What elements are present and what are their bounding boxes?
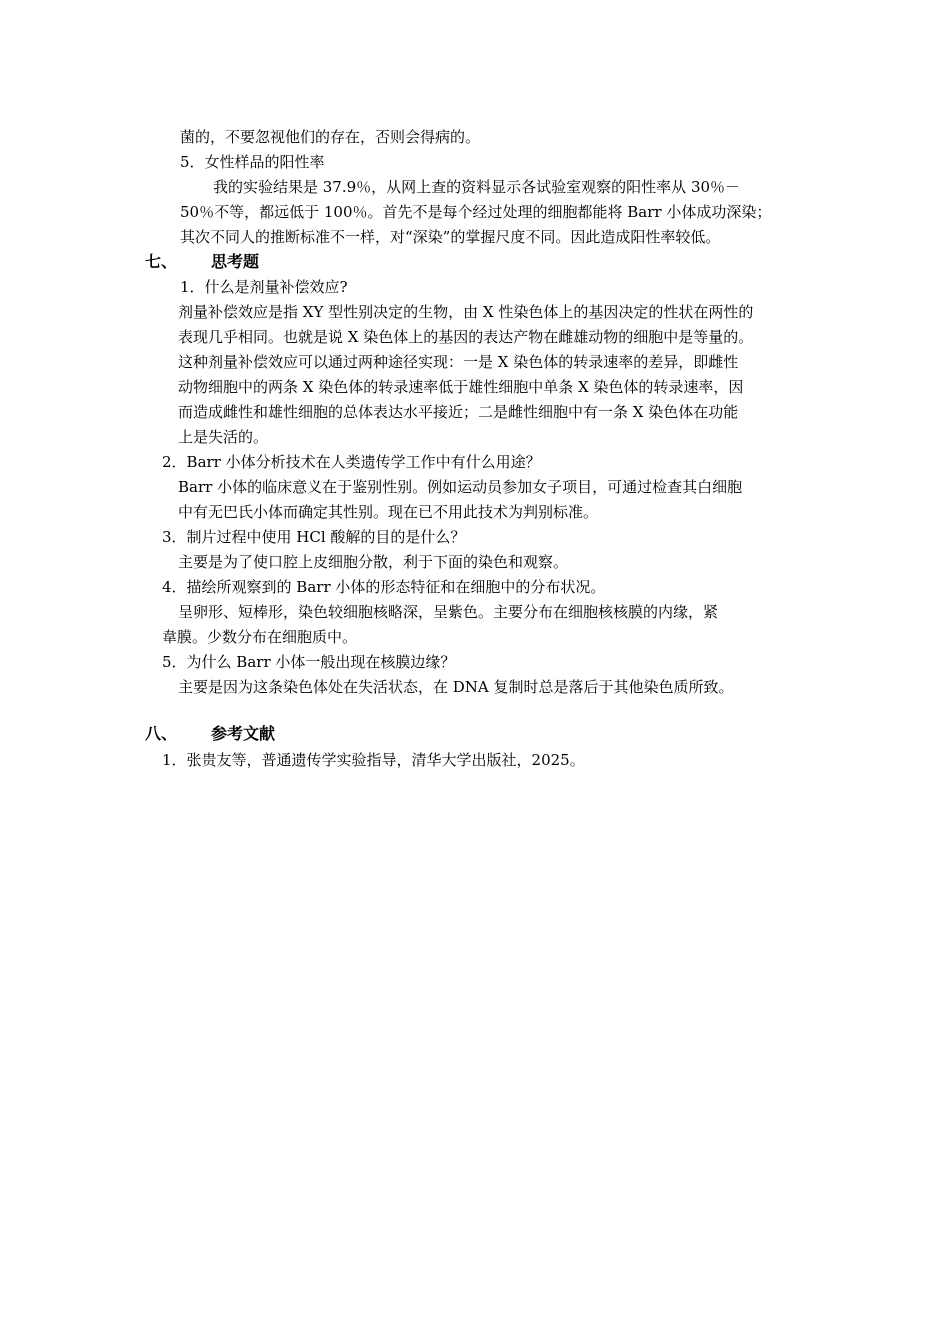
answer-line: 而造成雌性和雄性细胞的总体表达水平接近；二是雌性细胞中有一条 X 染色体在功能: [178, 403, 739, 421]
subsection-heading: 5．女性样品的阳性率: [180, 153, 325, 171]
section-number: 七、: [145, 252, 178, 271]
answer-line: 主要是为了使口腔上皮细胞分散，利于下面的染色和观察。: [178, 553, 569, 571]
section-heading-references: [145, 724, 275, 744]
question-2: 2．Barr 小体分析技术在人类遗传学工作中有什么用途？: [162, 453, 541, 471]
question-3: 3．制片过程中使用 HCl 酸解的目的是什么？: [162, 528, 466, 546]
section-number: 八、: [145, 724, 178, 743]
section-title: 参考文献: [211, 724, 276, 743]
answer-line: Barr 小体的临床意义在于鉴别性别。例如运动员参加女子项目，可通过检查其白细胞: [178, 478, 743, 496]
answer-line: 上是失活的。: [178, 428, 269, 446]
section-title: 思考题: [211, 252, 260, 271]
reference-item: 1．张贵友等，普通遗传学实验指导，清华大学出版社，2025。: [162, 751, 585, 769]
paragraph-line: 菌的，不要忽视他们的存在，否则会得病的。: [180, 128, 481, 146]
paragraph-line: 其次不同人的推断标准不一样，对“深染”的掌握尺度不同。因此造成阳性率较低。: [180, 228, 721, 246]
answer-line: 韋膜。少数分布在细胞质中。: [162, 628, 358, 646]
answer-line: 这种剂量补偿效应可以通过两种途径实现：一是 X 染色体的转录速率的差异，即雌性: [178, 353, 739, 371]
paragraph-line: 50％不等，都远低于 100％。首先不是每个经过处理的细胞都能将 Barr 小体成功深染；: [180, 203, 772, 221]
section-heading-questions: [145, 252, 259, 272]
answer-line: 动物细胞中的两条 X 染色体的转录速率低于雄性细胞中单条 X 染色体的转录速率，因: [178, 378, 744, 396]
answer-line: 剂量补偿效应是指 XY 型性别决定的生物，由 X 性染色体上的基因决定的性状在两性的: [178, 303, 754, 321]
question-5: 5．为什么 Barr 小体一般出现在核膜边缘？: [162, 653, 456, 671]
answer-line: 主要是因为这条染色体处在失活状态，在 DNA 复制时总是落后于其他染色质所致。: [178, 678, 734, 696]
answer-line: 中有无巴氏小体而确定其性别。现在已不用此技术为判别标准。: [178, 503, 599, 521]
answer-line: 表现几乎相同。也就是说 X 染色体上的基因的表达产物在雌雄动物的细胞中是等量的。: [178, 328, 754, 346]
question-4: 4．描绘所观察到的 Barr 小体的形态特征和在细胞中的分布状况。: [162, 578, 606, 596]
paragraph-line: 我的实验结果是 37.9％，从网上查的资料显示各试验室观察的阳性率从 30％－: [213, 178, 741, 196]
question-1: 1．什么是剂量补偿效应?: [180, 278, 348, 296]
answer-line: 呈卵形、短棒形，染色较细胞核略深，呈紫色。主要分布在细胞核核膜的内缘，紧: [178, 603, 719, 621]
